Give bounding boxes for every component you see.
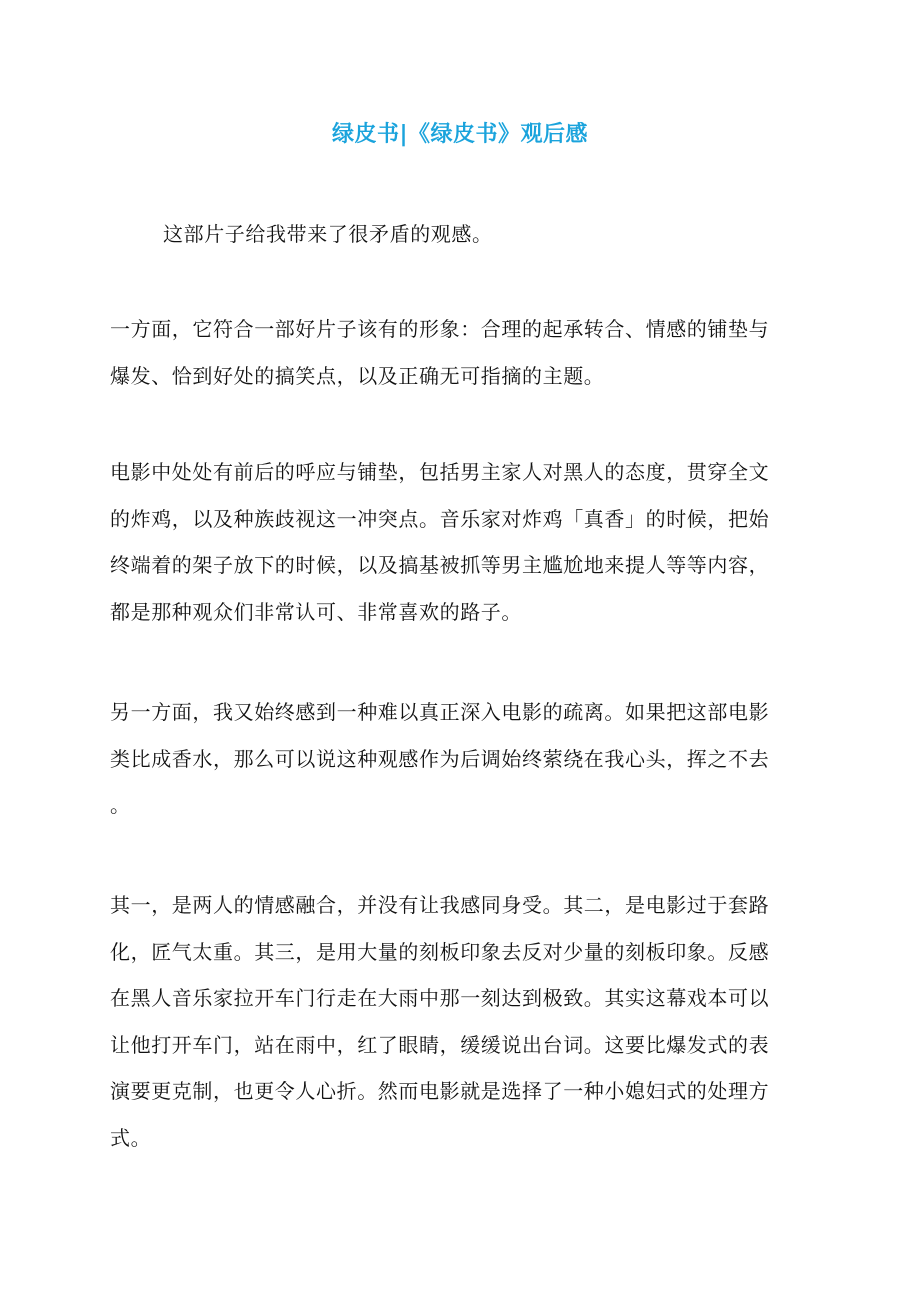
text-line: 类比成香水，那么可以说这种观感作为后调始终萦绕在我心头，挥之不去: [110, 746, 770, 771]
text-line: 都是那种观众们非常认可、非常喜欢的路子。: [110, 599, 522, 624]
paragraph-intro: [110, 211, 810, 258]
paragraph-other-side: [110, 689, 810, 829]
text-line: 。: [110, 793, 131, 817]
paragraph-three-points: [110, 882, 810, 1161]
text-line: 这部片子给我带来了很矛盾的观感。: [163, 222, 493, 246]
text-line: 让他打开车门，站在雨中，红了眼睛，缓缓说出台词。这要比爆发式的表: [110, 1032, 770, 1057]
text-line: 其一，是两人的情感融合，并没有让我感同身受。其二，是电影过于套路: [110, 893, 770, 917]
text-line: 终端着的架子放下的时候，以及搞基被抓等男主尴尬地来提人等等内容，: [110, 553, 770, 577]
text-line: 另一方面，我又始终感到一种难以真正深入电影的疏离。如果把这部电影: [110, 700, 770, 724]
text-line: 的炸鸡，以及种族歧视这一冲突点。音乐家对炸鸡「真香」的时候，把始: [110, 506, 770, 531]
document-title: 绿皮书|《绿皮书》观后感: [331, 122, 589, 147]
text-line: 化，匠气太重。其三，是用大量的刻板印象去反对少量的刻板印象。反感: [110, 939, 770, 964]
text-line: 电影中处处有前后的呼应与铺垫，包括男主家人对黑人的态度，贯穿全文: [110, 460, 770, 484]
text-line: 爆发、恰到好处的搞笑点，以及正确无可指摘的主题。: [110, 363, 605, 388]
paragraph-echo-and-setup: [110, 449, 810, 635]
text-line: 演要更克制，也更令人心折。然而电影就是选择了一种小媳妇式的处理方: [110, 1079, 770, 1103]
text-line: 式。: [110, 1125, 152, 1150]
text-line: 一方面，它符合一部好片子该有的形象：合理的起承转合、情感的铺垫与: [110, 317, 770, 341]
text-line: 在黑人音乐家拉开车门行走在大雨中那一刻达到极致。其实这幕戏本可以: [110, 986, 770, 1010]
paragraph-one-side: [110, 306, 810, 399]
